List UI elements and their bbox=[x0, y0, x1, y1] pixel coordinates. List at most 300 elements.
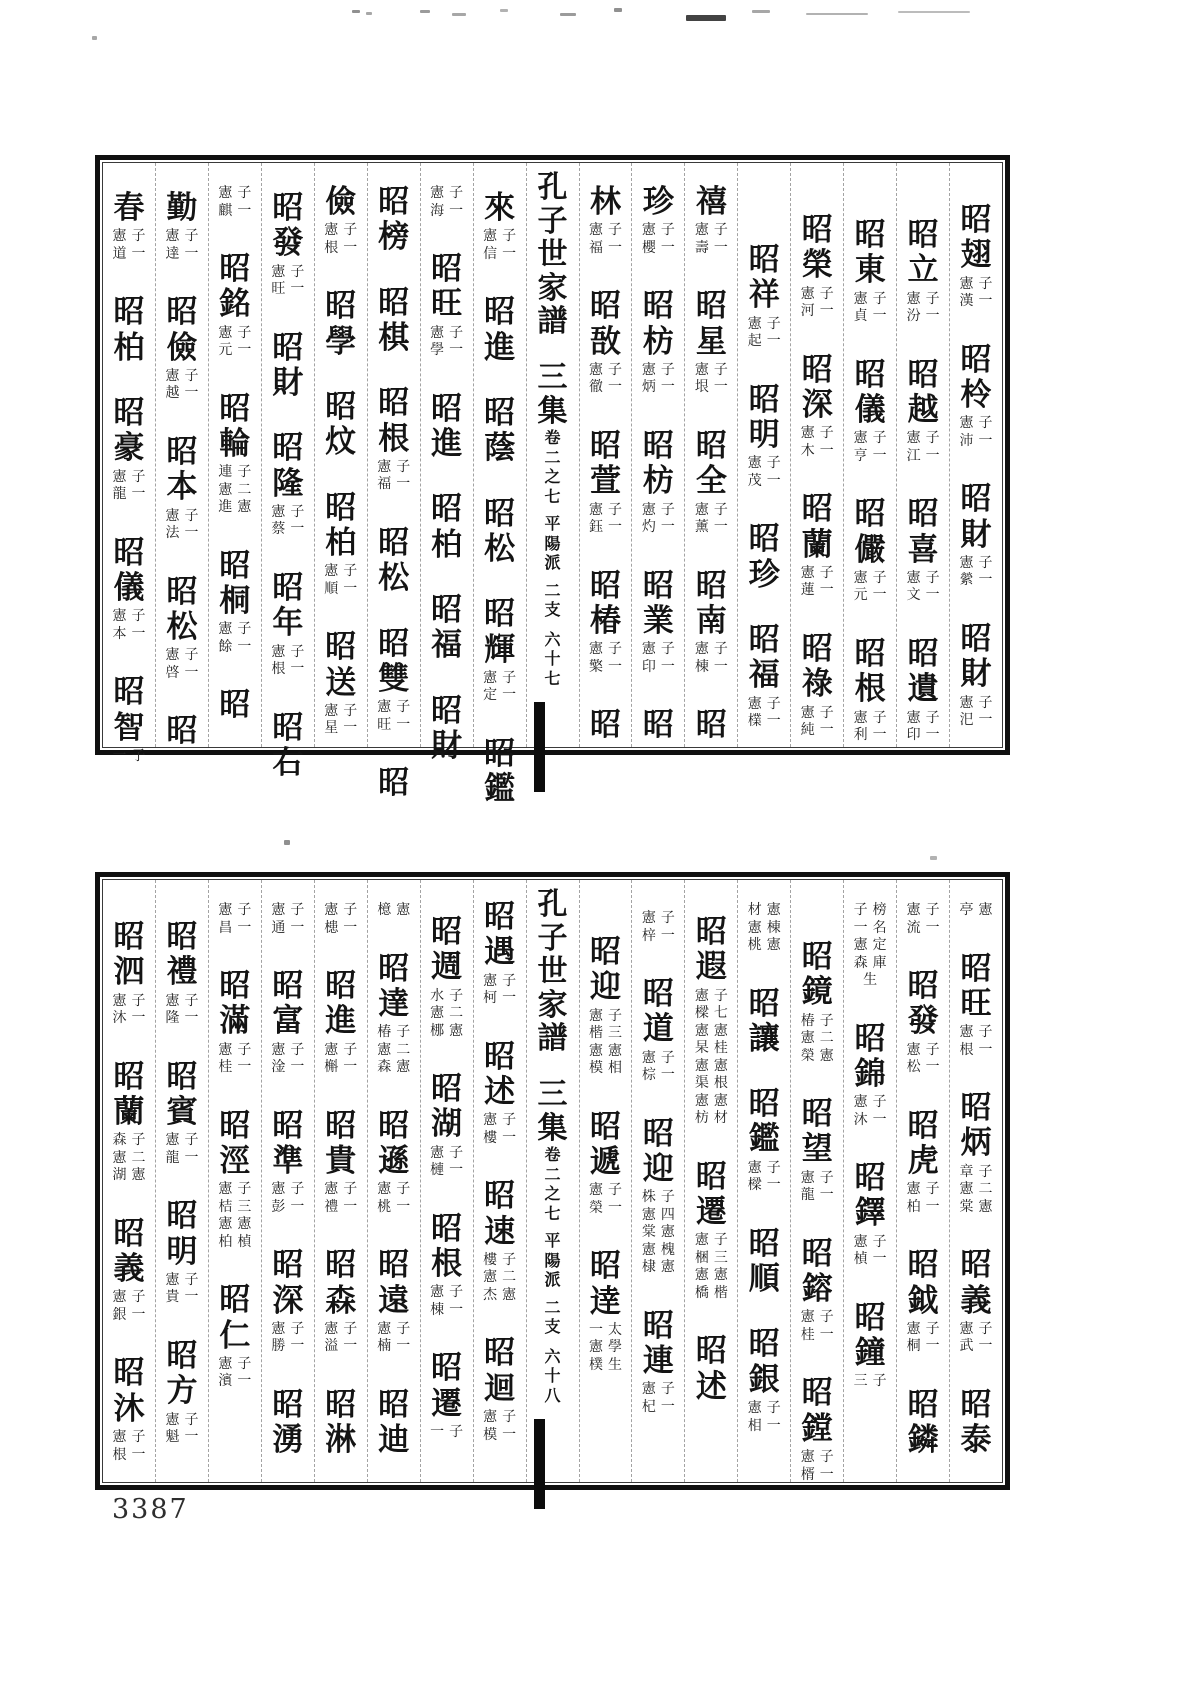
children-note: 憲子 法一 bbox=[165, 507, 204, 542]
children-note: 憲子 榮一 bbox=[588, 1182, 627, 1216]
person-name: 昭 順 bbox=[748, 1225, 780, 1298]
children-note: 憲子 漢一 bbox=[959, 275, 998, 310]
genealogy-column bbox=[209, 880, 262, 1482]
person-name: 昭 述 bbox=[695, 1333, 727, 1405]
children-note: 憲子 印一 bbox=[641, 641, 680, 675]
children-note: 憲子 桂一 bbox=[218, 1041, 257, 1076]
person-name: 昭 遠 bbox=[378, 1247, 410, 1319]
person-name: 昭 涇 bbox=[219, 1107, 251, 1179]
person-name: 昭 祿 bbox=[801, 630, 833, 703]
person-name: 昭 禮 bbox=[166, 919, 198, 991]
person-name: 昭 週 bbox=[431, 914, 463, 986]
genealogy-column bbox=[580, 163, 633, 747]
person-name: 昭 智 bbox=[113, 674, 145, 746]
person-name: 珍 bbox=[642, 184, 674, 220]
person-name: 昭 連 bbox=[642, 1307, 674, 1380]
person-name: 禧 bbox=[695, 184, 727, 220]
children-note: 憲子 順一 bbox=[324, 563, 363, 597]
children-note: 檍憲 bbox=[377, 902, 416, 918]
person-name: 昭 本 bbox=[166, 433, 198, 506]
children-note: 憲子 道一 bbox=[112, 228, 151, 262]
person-name: 昭 根 bbox=[431, 1210, 463, 1283]
genealogy-column bbox=[262, 880, 315, 1482]
genealogy-column bbox=[791, 163, 844, 747]
children-note: 憲子 龍一 bbox=[112, 468, 151, 503]
person-name: 昭 根 bbox=[854, 635, 886, 708]
person-name: 昭 學 bbox=[325, 288, 357, 360]
children-note: 憲子 隆一 bbox=[165, 992, 204, 1027]
person-name: 來 bbox=[484, 190, 516, 226]
children-note: 憲子 元一 bbox=[853, 569, 892, 604]
genealogy-column bbox=[738, 163, 791, 747]
person-name: 昭 進 bbox=[431, 390, 463, 462]
children-note: 憲子 福一 bbox=[377, 458, 416, 493]
genealogy-column bbox=[791, 880, 844, 1482]
children-note: 憲子 沛一 bbox=[959, 415, 998, 449]
genealogy-column bbox=[209, 163, 262, 747]
person-name: 林 bbox=[589, 184, 621, 220]
person-name: 昭 明 bbox=[166, 1198, 198, 1270]
person-name: 昭 東 bbox=[854, 217, 886, 289]
children-note: 憲子 貴一 bbox=[165, 1271, 204, 1306]
title-column bbox=[527, 163, 580, 747]
folio-label: 六 十 八 bbox=[544, 1346, 561, 1405]
children-note: 椿子 憲二 榮憲 bbox=[800, 1012, 839, 1064]
children-note: 憲子 達一 bbox=[165, 228, 204, 262]
person-name: 昭 財 bbox=[431, 692, 463, 764]
children-note: 憲子 棟一 bbox=[694, 641, 733, 675]
folio-label: 六 十 七 bbox=[544, 629, 561, 688]
genealogy-column bbox=[156, 880, 209, 1482]
person-name: 勤 bbox=[166, 190, 198, 226]
person-name: 昭 進 bbox=[484, 294, 516, 366]
person-name: 昭 賓 bbox=[166, 1058, 198, 1130]
children-note: 憲子 流一 bbox=[906, 902, 945, 936]
children-note: 憲子 炳一 bbox=[641, 361, 680, 396]
scan-noise bbox=[614, 8, 622, 12]
children-note: 憲子 武一 bbox=[959, 1320, 998, 1355]
person-name: 昭 虎 bbox=[907, 1107, 939, 1179]
person-name: 昭 柏 bbox=[431, 491, 463, 563]
person-name: 昭 銘 bbox=[219, 251, 251, 323]
person-name: 昭 椿 bbox=[589, 567, 621, 639]
children-note: 憲子 茂一 bbox=[747, 455, 786, 489]
person-name: 昭 bbox=[695, 707, 727, 744]
person-name: 昭 遐 bbox=[695, 914, 727, 986]
children-note: 憲子 定一 bbox=[483, 669, 522, 704]
person-name: 昭 業 bbox=[642, 567, 674, 639]
children-note: 憲子 根一 bbox=[271, 643, 310, 678]
person-name: 昭 泗 bbox=[113, 919, 145, 991]
children-note: 憲子 楷三 憲憲 模相 bbox=[588, 1007, 627, 1077]
children-note: 憲子 杞一 bbox=[641, 1381, 680, 1415]
genealogy-column bbox=[897, 163, 950, 747]
collection-label: 三 集 bbox=[537, 359, 568, 429]
genealogy-column bbox=[315, 163, 368, 747]
person-name: 昭 望 bbox=[801, 1096, 833, 1168]
children-note: 憲子 垠一 bbox=[694, 361, 733, 396]
person-name: 昭 柃 bbox=[960, 341, 992, 413]
person-name: 昭 貴 bbox=[325, 1107, 357, 1179]
children-note: 憲子 亨一 bbox=[853, 430, 892, 464]
children-note: 一子 bbox=[430, 1424, 469, 1441]
person-name: 昭 根 bbox=[378, 385, 410, 457]
person-name: 昭 速 bbox=[484, 1178, 516, 1250]
person-name: 昭 蘭 bbox=[113, 1058, 145, 1130]
children-note: 憲子 桃一 bbox=[377, 1181, 416, 1215]
children-note: 憲子 通一 bbox=[271, 902, 310, 936]
children-note: 子榜 一名 憲定 森庫 生 bbox=[853, 902, 892, 988]
children-note: 憲子 柯一 bbox=[483, 972, 522, 1007]
children-note: 一子 bbox=[112, 747, 151, 764]
genealogy-column bbox=[103, 880, 156, 1482]
children-note: 憲子 昌一 bbox=[218, 902, 257, 936]
children-note: 憲子 貞一 bbox=[853, 290, 892, 325]
scan-noise bbox=[806, 13, 868, 15]
person-name: 昭 鑑 bbox=[748, 1086, 780, 1158]
genealogy-frame-top bbox=[95, 155, 1010, 808]
children-note: 憲子 樑一 bbox=[747, 1159, 786, 1194]
person-name: 昭 枋 bbox=[642, 288, 674, 360]
person-name: 昭 深 bbox=[272, 1247, 304, 1319]
genealogy-column bbox=[897, 880, 950, 1482]
person-name: 昭 炆 bbox=[325, 388, 357, 461]
children-note: 憲子 柏一 bbox=[906, 1181, 945, 1215]
person-name: 春 bbox=[113, 190, 145, 226]
genealogy-title: 孔 子 世 家 譜 bbox=[537, 887, 568, 1057]
person-name: 昭 松 bbox=[378, 524, 410, 597]
volume-label: 卷 二 之 七 bbox=[544, 1145, 561, 1223]
person-name: 昭 儀 bbox=[113, 534, 145, 606]
genealogy-column bbox=[685, 163, 738, 747]
genealogy-column bbox=[950, 163, 1002, 747]
person-name: 昭 喜 bbox=[907, 496, 939, 568]
person-name: 昭 輝 bbox=[484, 596, 516, 668]
children-note: 憲子 灼一 bbox=[641, 501, 680, 536]
children-note: 憲子 棕一 bbox=[641, 1049, 680, 1084]
scan-noise bbox=[560, 13, 576, 16]
person-name: 昭 bbox=[219, 687, 251, 724]
person-name: 昭 義 bbox=[113, 1215, 145, 1288]
person-name: 昭 珍 bbox=[748, 521, 780, 593]
children-note: 森子 憲二 湖憲 bbox=[112, 1132, 151, 1184]
person-name: 昭 迴 bbox=[484, 1335, 516, 1407]
children-note: 憲子 淦一 bbox=[271, 1041, 310, 1076]
children-note: 憲子 壽一 bbox=[694, 222, 733, 256]
children-note: 憲子 松一 bbox=[906, 1041, 945, 1076]
children-note: 亭憲 bbox=[959, 902, 998, 918]
person-name: 昭 桐 bbox=[219, 547, 251, 620]
person-name: 昭 祥 bbox=[748, 242, 780, 314]
genealogy-column bbox=[262, 163, 315, 781]
children-note: 連子 憲二 進憲 bbox=[218, 464, 257, 516]
children-note: 憲子 越一 bbox=[165, 367, 204, 402]
children-note: 水子 憲二 梛憲 bbox=[430, 987, 469, 1039]
children-note: 憲子 桐一 bbox=[906, 1320, 945, 1355]
person-name: 昭 福 bbox=[431, 591, 463, 664]
children-note: 憲子 純一 bbox=[800, 704, 839, 739]
children-note: 憲子 麒一 bbox=[218, 185, 257, 219]
children-note: 憲子 信一 bbox=[483, 228, 522, 262]
person-name: 昭 柏 bbox=[325, 489, 357, 561]
genealogy-column bbox=[156, 163, 209, 750]
person-name: 昭 遞 bbox=[589, 1108, 621, 1180]
children-note: 憲子 梱三 憲憲 橋楷 bbox=[694, 1232, 733, 1301]
children-note: 憲子 本一 bbox=[112, 608, 151, 642]
children-note: 憲子 沐一 bbox=[112, 992, 151, 1027]
person-name: 昭 道 bbox=[642, 976, 674, 1048]
person-name: 昭 年 bbox=[272, 569, 304, 642]
person-name: 昭 旺 bbox=[431, 251, 463, 323]
children-note: 憲子 棟一 bbox=[430, 1284, 469, 1318]
person-name: 昭 敔 bbox=[589, 288, 621, 360]
person-name: 昭 旺 bbox=[960, 950, 992, 1022]
person-name: 昭 送 bbox=[325, 629, 357, 701]
person-name: 昭 述 bbox=[484, 1038, 516, 1110]
person-name: 昭 深 bbox=[801, 351, 833, 423]
branch-label: 平 陽 派 bbox=[544, 1231, 561, 1290]
person-name: 昭 棋 bbox=[378, 284, 410, 356]
person-name: 昭 泰 bbox=[960, 1386, 992, 1459]
person-name: 昭 遜 bbox=[378, 1107, 410, 1179]
children-note: 憲子 沐一 bbox=[853, 1094, 892, 1128]
person-name: 昭 萱 bbox=[589, 427, 621, 500]
person-name: 昭 立 bbox=[907, 217, 939, 289]
genealogy-column bbox=[315, 880, 368, 1482]
person-name: 昭 遺 bbox=[907, 635, 939, 708]
children-note: 憲子 槤一 bbox=[430, 1144, 469, 1179]
children-note: 憲子 印一 bbox=[906, 709, 945, 744]
children-note: 憲子 龍一 bbox=[800, 1169, 839, 1204]
person-name: 昭 越 bbox=[907, 356, 939, 428]
person-name: 昭 遷 bbox=[695, 1158, 727, 1230]
scan-noise bbox=[452, 13, 466, 16]
scan-noise bbox=[898, 11, 970, 13]
children-note: 椿子 憲二 森憲 bbox=[377, 1024, 416, 1076]
children-note: 憲子 槵一 bbox=[324, 902, 363, 936]
person-name: 昭 鎔 bbox=[801, 1235, 833, 1308]
children-note: 材憲 憲棟 桃憲 bbox=[747, 902, 786, 953]
children-note: 憲子 勝一 bbox=[271, 1320, 310, 1355]
person-name: 昭 全 bbox=[695, 427, 727, 500]
genealogy-column bbox=[421, 880, 474, 1482]
volume-label: 卷 二 之 七 bbox=[544, 428, 561, 506]
scan-noise bbox=[92, 36, 97, 40]
person-name: 昭 福 bbox=[748, 621, 780, 694]
scan-noise bbox=[500, 9, 508, 12]
genealogy-column bbox=[103, 163, 156, 764]
children-note: 憲子 楠一 bbox=[377, 1320, 416, 1355]
person-name: 昭 鉞 bbox=[907, 1247, 939, 1319]
person-name: 昭 輪 bbox=[219, 390, 251, 462]
children-note: 憲子 木一 bbox=[800, 425, 839, 459]
genealogy-column bbox=[474, 163, 527, 808]
children-note: 憲子 桔三 憲憲 柏楨 bbox=[218, 1181, 257, 1250]
genealogy-column bbox=[844, 880, 897, 1482]
genealogy-frame-bottom bbox=[95, 872, 1010, 1490]
person-name: 昭 讓 bbox=[748, 985, 780, 1057]
person-name: 昭 松 bbox=[166, 573, 198, 645]
person-name: 昭 滿 bbox=[219, 968, 251, 1040]
children-note: 憲子 元一 bbox=[218, 324, 257, 359]
person-name: 昭 鏻 bbox=[907, 1386, 939, 1459]
person-name: 昭 翅 bbox=[960, 202, 992, 274]
children-note: 憲子 根一 bbox=[959, 1024, 998, 1058]
person-name: 昭 富 bbox=[272, 968, 304, 1040]
children-note: 憲子 汜一 bbox=[959, 694, 998, 729]
children-note: 憲子 星一 bbox=[324, 702, 363, 737]
person-name: 昭 發 bbox=[907, 968, 939, 1040]
person-name: 昭 儉 bbox=[166, 294, 198, 366]
scan-noise bbox=[930, 856, 937, 860]
children-note: 憲子 福一 bbox=[588, 222, 627, 256]
person-name: 昭 bbox=[378, 765, 410, 802]
person-name: 昭 右 bbox=[272, 709, 304, 781]
children-note: 憲子 啓一 bbox=[165, 647, 204, 681]
children-note: 憲子 汾一 bbox=[906, 290, 945, 325]
children-note: 憲子 根一 bbox=[112, 1429, 151, 1463]
children-note: 憲子 梓一 bbox=[641, 910, 680, 944]
frame-bottom-inner bbox=[102, 879, 1003, 1483]
person-name: 昭 榜 bbox=[378, 184, 410, 256]
children-note: 憲子 龍一 bbox=[165, 1132, 204, 1166]
person-name: 昭 松 bbox=[484, 495, 516, 567]
person-name: 昭 迎 bbox=[589, 934, 621, 1006]
person-name: 昭 義 bbox=[960, 1247, 992, 1319]
genealogy-title: 孔 子 世 家 譜 bbox=[537, 170, 568, 340]
children-note: 憲子 蓮一 bbox=[800, 564, 839, 599]
person-name: 昭 仁 bbox=[219, 1282, 251, 1354]
person-name: 昭 森 bbox=[325, 1247, 357, 1319]
person-name: 昭 鑑 bbox=[484, 735, 516, 808]
children-note: 憲子 彭一 bbox=[271, 1181, 310, 1215]
person-name: 昭 鐘 bbox=[854, 1299, 886, 1372]
children-note: 憲子 魁一 bbox=[165, 1411, 204, 1446]
children-note: 株子 憲四 棠憲 憲槐 棣憲 bbox=[641, 1189, 680, 1276]
title-column bbox=[527, 880, 580, 1482]
person-name: 昭 沐 bbox=[113, 1355, 145, 1427]
children-note: 樓子 憲二 杰憲 bbox=[483, 1251, 522, 1303]
children-note: 憲子 桂一 bbox=[800, 1309, 839, 1343]
children-note: 憲子 檏一 bbox=[747, 695, 786, 730]
children-note: 憲子 徹一 bbox=[588, 361, 627, 396]
children-note: 憲子 學一 bbox=[430, 324, 469, 359]
children-note: 憲子 濱一 bbox=[218, 1355, 257, 1390]
genealogy-column bbox=[580, 880, 633, 1482]
collection-label: 三 集 bbox=[537, 1076, 568, 1146]
person-name: 儉 bbox=[325, 184, 357, 220]
branch-label: 平 陽 派 bbox=[544, 514, 561, 573]
person-name: 昭 迪 bbox=[378, 1386, 410, 1459]
scan-noise bbox=[752, 10, 770, 13]
children-note: 憲子 河一 bbox=[800, 285, 839, 320]
person-name: 昭 銀 bbox=[748, 1326, 780, 1398]
person-name: 昭 南 bbox=[695, 567, 727, 639]
children-note: 憲子 海一 bbox=[430, 185, 469, 219]
children-note: 三子 bbox=[853, 1373, 892, 1390]
children-note: 憲子 櫻一 bbox=[641, 222, 680, 256]
person-name: 昭 bbox=[166, 713, 198, 750]
person-name: 昭 明 bbox=[748, 381, 780, 453]
person-name: 昭 準 bbox=[272, 1107, 304, 1179]
scan-noise bbox=[420, 10, 430, 13]
frame-top-inner bbox=[102, 162, 1003, 808]
children-note: 憲子 樓一 bbox=[483, 1112, 522, 1146]
genealogy-column bbox=[368, 163, 421, 802]
children-note: 憲子 禮一 bbox=[324, 1181, 363, 1215]
children-note: 憲子 模一 bbox=[483, 1409, 522, 1443]
person-name: 昭 隆 bbox=[272, 430, 304, 502]
genealogy-column bbox=[632, 880, 685, 1482]
person-name: 昭 榮 bbox=[801, 212, 833, 284]
person-name: 昭 bbox=[589, 707, 621, 744]
genealogy-column bbox=[474, 880, 527, 1482]
genealogy-column bbox=[738, 880, 791, 1482]
children-note: 憲子 樑七 憲憲 杲桂 憲憲 渠根 憲憲 枋材 bbox=[694, 987, 733, 1127]
children-note: 憲子 楈一 bbox=[800, 1449, 839, 1483]
scan-noise bbox=[352, 10, 360, 13]
children-note: 憲子 縈一 bbox=[959, 554, 998, 589]
person-name: 昭 鐸 bbox=[854, 1160, 886, 1232]
genealogy-column bbox=[632, 163, 685, 747]
children-note: 憲子 薰一 bbox=[694, 501, 733, 536]
genealogy-column bbox=[421, 163, 474, 764]
person-name: 昭 遷 bbox=[431, 1350, 463, 1422]
person-name: 昭 雙 bbox=[378, 625, 410, 697]
genealogy-column bbox=[368, 880, 421, 1482]
person-name: 昭 發 bbox=[272, 190, 304, 262]
person-name: 昭 逹 bbox=[589, 1248, 621, 1320]
sub-branch-label: 二 支 bbox=[544, 580, 561, 620]
genealogy-column bbox=[685, 880, 738, 1482]
person-name: 昭 bbox=[642, 707, 674, 744]
sub-branch-label: 二 支 bbox=[544, 1297, 561, 1337]
children-note: 憲子 相一 bbox=[747, 1400, 786, 1434]
children-note: 憲子 槲一 bbox=[324, 1041, 363, 1076]
children-note: 一太 憲學 樸生 bbox=[588, 1321, 627, 1373]
children-note: 憲子 江一 bbox=[906, 430, 945, 464]
children-note: 憲子 銀一 bbox=[112, 1289, 151, 1323]
person-name: 昭 炳 bbox=[960, 1090, 992, 1162]
children-note: 憲子 根一 bbox=[324, 222, 363, 256]
children-note: 憲子 旺一 bbox=[377, 699, 416, 733]
ink-bar bbox=[534, 702, 545, 792]
children-note: 憲子 蔡一 bbox=[271, 503, 310, 538]
children-note: 憲子 檠一 bbox=[588, 641, 627, 675]
person-name: 昭 儀 bbox=[854, 356, 886, 428]
person-name: 昭 柏 bbox=[113, 294, 145, 366]
person-name: 昭 蘭 bbox=[801, 491, 833, 563]
person-name: 昭 淋 bbox=[325, 1386, 357, 1459]
person-name: 昭 豪 bbox=[113, 394, 145, 467]
children-note: 憲子 旺一 bbox=[271, 263, 310, 298]
person-name: 昭 財 bbox=[272, 329, 304, 401]
children-note: 章子 憲二 棠憲 bbox=[959, 1163, 998, 1215]
children-note: 憲子 起一 bbox=[747, 315, 786, 350]
person-name: 昭 鏡 bbox=[801, 939, 833, 1011]
person-name: 昭 方 bbox=[166, 1337, 198, 1410]
person-name: 昭 財 bbox=[960, 481, 992, 553]
scan-noise bbox=[366, 12, 372, 15]
person-name: 昭 達 bbox=[378, 950, 410, 1022]
person-name: 昭 枋 bbox=[642, 427, 674, 500]
children-note: 憲子 鈺一 bbox=[588, 501, 627, 536]
children-note: 憲子 文一 bbox=[906, 569, 945, 604]
person-name: 昭 湧 bbox=[272, 1386, 304, 1459]
person-name: 昭 迎 bbox=[642, 1115, 674, 1187]
scan-noise bbox=[284, 840, 290, 845]
person-name: 昭 蔭 bbox=[484, 394, 516, 467]
